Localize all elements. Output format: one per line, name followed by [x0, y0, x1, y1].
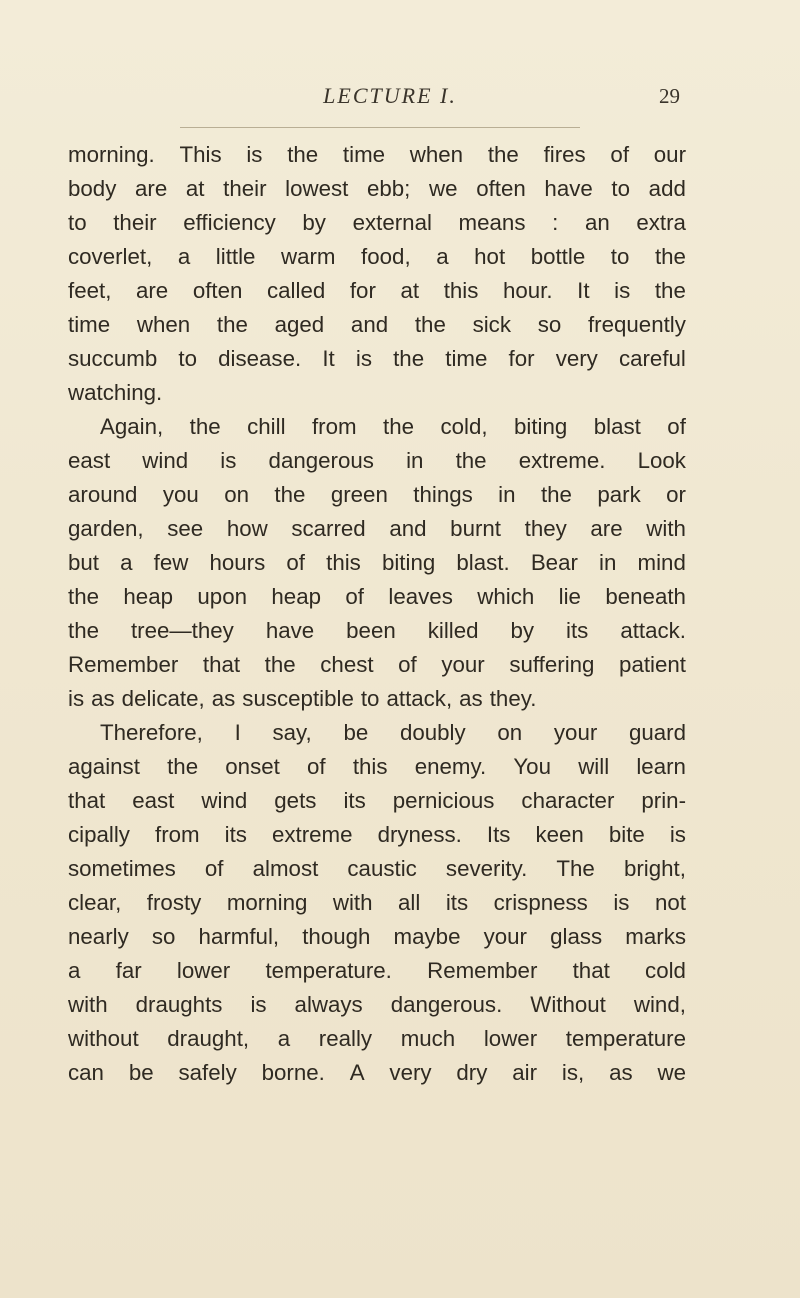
word: maybe [393, 924, 461, 949]
word: frosty [146, 890, 202, 915]
word: Remember [68, 652, 179, 677]
word: mind [637, 550, 686, 575]
word: Look [637, 448, 686, 473]
word: that [202, 652, 241, 677]
word: little [215, 244, 256, 269]
word: of [204, 856, 224, 881]
word: are [590, 516, 623, 541]
word: heap [123, 584, 173, 609]
word: attack, [386, 686, 453, 711]
word: its [224, 822, 247, 847]
word: A [349, 1060, 365, 1085]
word: of [307, 754, 326, 779]
word: the [68, 618, 99, 643]
word: their [223, 176, 267, 201]
text-line [68, 1056, 686, 1090]
word: is [68, 686, 85, 711]
word: for [508, 346, 535, 371]
word: is [250, 992, 267, 1017]
word: the [540, 482, 572, 507]
word: prin- [641, 788, 686, 813]
word: clear, [68, 890, 122, 915]
word: lower [176, 958, 231, 983]
word: this [443, 278, 479, 303]
word: dangerous. [390, 992, 503, 1017]
word: watching. [68, 380, 163, 405]
text-line [68, 206, 686, 240]
word: biting [381, 550, 436, 575]
word: attack. [620, 618, 686, 643]
word: so [151, 924, 176, 949]
word: the [68, 584, 99, 609]
word: our [653, 142, 686, 167]
word: bright, [623, 856, 686, 881]
word: morning [226, 890, 308, 915]
word: park [597, 482, 641, 507]
word: with [646, 516, 686, 541]
text-line [68, 172, 686, 206]
word: as [211, 686, 236, 711]
word: It [577, 278, 590, 303]
word: have [544, 176, 593, 201]
word: cipally [68, 822, 130, 847]
word: few [153, 550, 189, 575]
text-line [68, 818, 686, 852]
word: when [409, 142, 464, 167]
word: the [383, 414, 415, 439]
text-line [68, 954, 686, 988]
word: a [277, 1026, 291, 1051]
word: onset [225, 754, 280, 779]
text-line [68, 682, 686, 716]
word: very [389, 1060, 432, 1085]
word: caustic [347, 856, 417, 881]
word: on [224, 482, 250, 507]
word: temperature [565, 1026, 686, 1051]
header-rule [180, 127, 580, 128]
word: warm [280, 244, 336, 269]
word: hot [474, 244, 506, 269]
word: on [497, 720, 523, 745]
word: extreme [271, 822, 353, 847]
word: coverlet, [68, 244, 153, 269]
word: bite [608, 822, 645, 847]
word: aged [274, 312, 325, 337]
word: they [524, 516, 567, 541]
word: dry [456, 1060, 488, 1085]
word: of [286, 550, 305, 575]
word: at [400, 278, 420, 303]
text-line [68, 750, 686, 784]
word: by [302, 210, 326, 235]
word: is [246, 142, 263, 167]
word: really [318, 1026, 373, 1051]
word: Without [530, 992, 606, 1017]
word: draught, [167, 1026, 250, 1051]
word: Again, [100, 414, 164, 439]
word: You [513, 754, 551, 779]
word: its [445, 890, 469, 915]
word: extreme. [518, 448, 606, 473]
word: the [287, 142, 319, 167]
word: be [343, 720, 369, 745]
word: heap [271, 584, 321, 609]
word: is [355, 346, 372, 371]
word: a [177, 244, 191, 269]
text-line [68, 342, 686, 376]
word: this [326, 550, 361, 575]
word: are [135, 278, 169, 303]
word: means [458, 210, 526, 235]
word: often [192, 278, 243, 303]
word: This [179, 142, 222, 167]
word: disease. [218, 346, 302, 371]
text-line [68, 1022, 686, 1056]
word: body [68, 176, 117, 201]
word: pernicious [392, 788, 495, 813]
word: and [350, 312, 389, 337]
word: Its [486, 822, 511, 847]
word: efficiency [183, 210, 276, 235]
word: its [343, 788, 366, 813]
word: dangerous [268, 448, 374, 473]
word: as [609, 1060, 633, 1085]
word: Bear [530, 550, 578, 575]
word: enemy. [414, 754, 487, 779]
word: glass [550, 924, 603, 949]
word: crispness [493, 890, 588, 915]
word: we [429, 176, 458, 201]
word: is [220, 448, 237, 473]
word: how [226, 516, 268, 541]
word: frequently [587, 312, 686, 337]
word: blast [593, 414, 641, 439]
word: blast. [456, 550, 510, 575]
word: fires [543, 142, 586, 167]
word: called [267, 278, 326, 303]
word: of [345, 584, 364, 609]
word: we [657, 1060, 686, 1085]
text-line [68, 988, 686, 1022]
word: feet, [68, 278, 112, 303]
text-line [68, 512, 686, 546]
word: time [342, 142, 386, 167]
word: the [654, 244, 686, 269]
word: chest [320, 652, 374, 677]
word: in [406, 448, 424, 473]
word: add [648, 176, 686, 201]
word: the [654, 278, 686, 303]
word: the [189, 414, 221, 439]
word: external [352, 210, 432, 235]
word: is, [561, 1060, 585, 1085]
word: time [445, 346, 488, 371]
word: its [566, 618, 589, 643]
word: scarred [291, 516, 366, 541]
word: of [398, 652, 417, 677]
word: that [68, 788, 106, 813]
word: they. [489, 686, 537, 711]
word: wind [201, 788, 248, 813]
word: are [135, 176, 168, 201]
word: careful [618, 346, 686, 371]
word: draughts [135, 992, 223, 1017]
word: with [68, 992, 108, 1017]
text-line [68, 376, 686, 410]
word: morning. [68, 142, 155, 167]
word: much [400, 1026, 456, 1051]
word: be [128, 1060, 154, 1085]
word: air [512, 1060, 538, 1085]
word: guard [628, 720, 686, 745]
word: as [459, 686, 483, 711]
word: doubly [399, 720, 466, 745]
body-text [68, 138, 686, 1090]
word: keen [535, 822, 584, 847]
word: cold, [440, 414, 488, 439]
word: can [68, 1060, 104, 1085]
text-line [68, 580, 686, 614]
word: to [178, 346, 197, 371]
word: leaves [388, 584, 453, 609]
page-number: 29 [659, 84, 680, 108]
word: The [556, 856, 595, 881]
word: the [414, 312, 446, 337]
word: burnt [450, 516, 501, 541]
word: the [274, 482, 306, 507]
word: east [132, 788, 175, 813]
word: so [537, 312, 562, 337]
text-line [68, 444, 686, 478]
word: lie [558, 584, 581, 609]
word: killed [427, 618, 479, 643]
word: patient [619, 652, 686, 677]
word: upon [197, 584, 247, 609]
word: nearly [68, 924, 129, 949]
word: from [311, 414, 357, 439]
text-line [68, 784, 686, 818]
word: time [68, 312, 111, 337]
word: Remember [427, 958, 538, 983]
word: in [599, 550, 617, 575]
word: their [113, 210, 157, 235]
text-line [68, 308, 686, 342]
word: wind, [633, 992, 686, 1017]
word: dryness. [377, 822, 462, 847]
word: Therefore, [100, 720, 203, 745]
word: all [398, 890, 421, 915]
word: wind [142, 448, 189, 473]
word: hour. [502, 278, 553, 303]
word: hours [209, 550, 266, 575]
word: beneath [605, 584, 686, 609]
word: an [584, 210, 610, 235]
word: a [68, 958, 81, 983]
word: gets [274, 788, 317, 813]
word: It [322, 346, 335, 371]
word: tree—they [130, 618, 234, 643]
word: but [68, 550, 99, 575]
word: biting [514, 414, 568, 439]
word: for [349, 278, 376, 303]
word: against [68, 754, 140, 779]
word: the [455, 448, 487, 473]
word: : [552, 210, 559, 235]
text-line [68, 920, 686, 954]
word: a [436, 244, 449, 269]
word: severity. [445, 856, 528, 881]
word: see [167, 516, 204, 541]
word: green [330, 482, 388, 507]
word: is [669, 822, 686, 847]
word: safely [178, 1060, 237, 1085]
word: is [614, 278, 631, 303]
text-line [68, 240, 686, 274]
text-line [68, 138, 686, 172]
text-line [68, 546, 686, 580]
word: almost [252, 856, 319, 881]
word: of [667, 414, 686, 439]
word: learn [636, 754, 686, 779]
word: say, [272, 720, 312, 745]
word: sometimes [68, 856, 176, 881]
word: garden, [68, 516, 144, 541]
word: east [68, 448, 111, 473]
word: marks [625, 924, 686, 949]
word: susceptible [242, 686, 354, 711]
word: delicate, [121, 686, 205, 711]
word: the [167, 754, 199, 779]
word: succumb [68, 346, 158, 371]
word: often [476, 176, 526, 201]
word: bottle [530, 244, 586, 269]
word: character [521, 788, 615, 813]
word: ebb; [366, 176, 411, 201]
word: to [611, 176, 631, 201]
word: when [136, 312, 191, 337]
text-line [68, 274, 686, 308]
word: by [510, 618, 535, 643]
word: without [68, 1026, 139, 1051]
word: in [498, 482, 516, 507]
text-line [68, 478, 686, 512]
word: as [91, 686, 115, 711]
word: suffering [509, 652, 595, 677]
text-line [68, 614, 686, 648]
word: I [234, 720, 241, 745]
word: this [352, 754, 388, 779]
word: extra [636, 210, 686, 235]
word: to [610, 244, 630, 269]
word: temperature. [265, 958, 392, 983]
word: though [302, 924, 371, 949]
text-line [68, 886, 686, 920]
word: far [115, 958, 142, 983]
word: at [185, 176, 205, 201]
word: the [393, 346, 425, 371]
word: the [487, 142, 519, 167]
text-line [68, 852, 686, 886]
running-head [0, 83, 800, 113]
word: always [294, 992, 363, 1017]
running-title: LECTURE I. [323, 83, 457, 108]
word: around [68, 482, 138, 507]
word: your [483, 924, 527, 949]
word: will [578, 754, 610, 779]
word: things [413, 482, 473, 507]
word: which [477, 584, 535, 609]
text-line [68, 716, 686, 750]
word: the [216, 312, 248, 337]
word: your [553, 720, 598, 745]
word: with [332, 890, 373, 915]
word: food, [361, 244, 411, 269]
word: and [389, 516, 427, 541]
word: cold [645, 958, 686, 983]
word: lower [483, 1026, 538, 1051]
word: from [155, 822, 200, 847]
word: of [610, 142, 630, 167]
text-line [68, 410, 686, 444]
word: sick [472, 312, 511, 337]
word: your [441, 652, 485, 677]
word: harmful, [198, 924, 280, 949]
word: that [572, 958, 610, 983]
word: or [666, 482, 686, 507]
word: not [654, 890, 686, 915]
word: a [120, 550, 133, 575]
word: have [265, 618, 315, 643]
word: chill [247, 414, 286, 439]
word: been [346, 618, 396, 643]
word: you [162, 482, 199, 507]
word: to [68, 210, 87, 235]
word: is [613, 890, 630, 915]
word: borne. [261, 1060, 325, 1085]
word: very [555, 346, 598, 371]
text-line [68, 648, 686, 682]
word: the [264, 652, 296, 677]
word: lowest [285, 176, 349, 201]
word: to [360, 686, 380, 711]
